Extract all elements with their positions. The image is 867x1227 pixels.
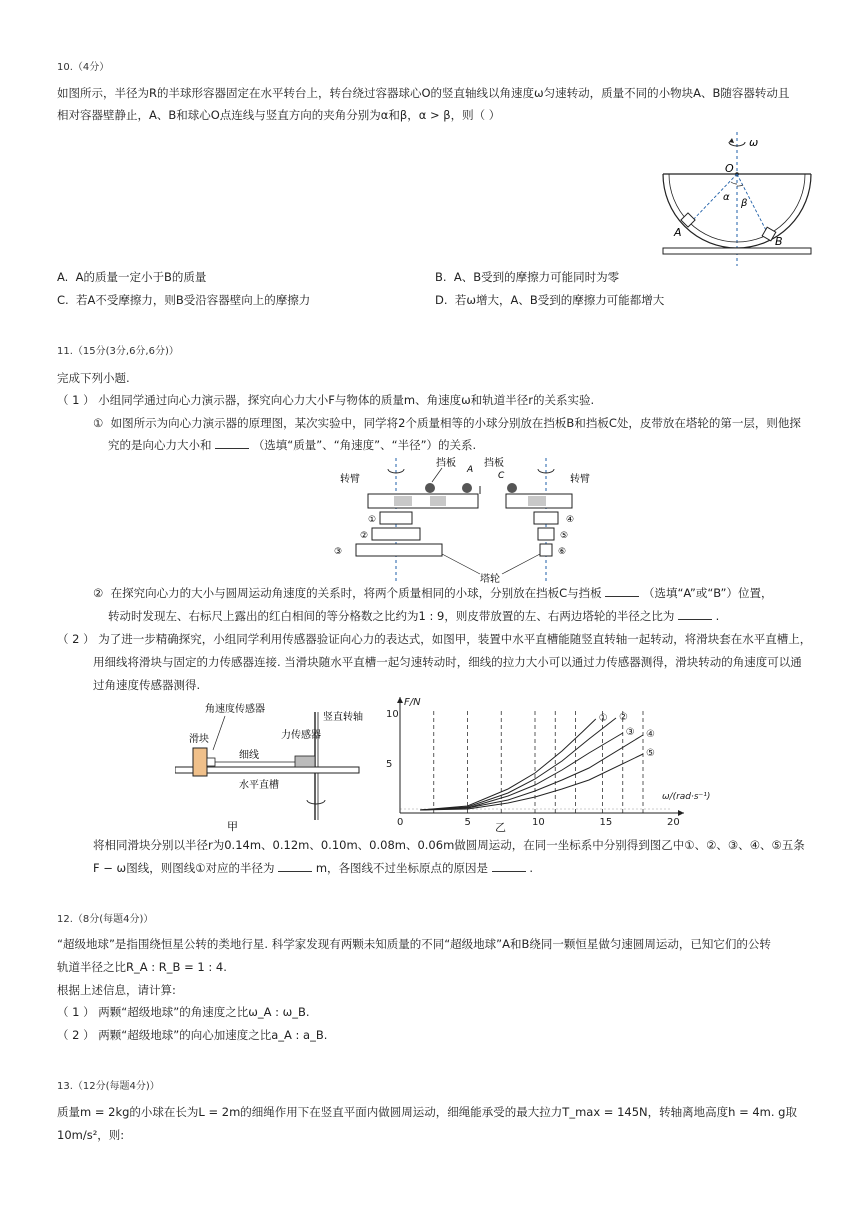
part-text: 为了进一步精确探究，小组同学利用传感器验证向心力的表达式，如图甲，装置中水平直槽能随竖直转轴一起转动，将滑块套在水平直槽上， <box>98 632 812 646</box>
part-text: m，各图线不过坐标原点的原因是 <box>315 861 489 875</box>
option-key: C. <box>57 293 69 307</box>
q11-sensor-apparatus-figure <box>175 700 375 835</box>
q11-part2-line2: 用细线将滑块与固定的力传感器连接. 当滑块随水平直槽一起匀速转动时，细线的拉力大小可以通过力传感器测得，滑块转动的角速度可以通 <box>93 655 802 669</box>
series-label-2: ② <box>619 712 628 723</box>
q10-option-c[interactable] <box>57 292 310 308</box>
option-text: 若A不受摩擦力，则B受沿容器壁向上的摩擦力 <box>76 293 311 307</box>
tower-label: 塔轮 <box>480 574 500 585</box>
part-text: . <box>529 861 533 875</box>
part-number: （ 1 ） <box>57 393 95 407</box>
y-axis-label: F/N <box>404 697 421 708</box>
baffle-label: 挡板 <box>436 458 456 469</box>
C-tag: C <box>498 471 505 481</box>
ball-A <box>462 483 472 493</box>
sub-number: ② <box>93 586 104 600</box>
q12-part1 <box>57 1004 310 1020</box>
answer-blank-4[interactable] <box>278 861 312 872</box>
series-label-4: ④ <box>646 729 655 740</box>
angular-sensor-label: 角速度传感器 <box>205 704 265 715</box>
B-label: B <box>775 235 783 248</box>
level-1-tag: ① <box>368 515 377 525</box>
q12-stem-line3: 根据上述信息，请计算: <box>57 983 176 997</box>
left-arm-label: 转臂 <box>340 474 360 485</box>
y-axis-arrow-icon <box>397 697 403 703</box>
A-label: A <box>674 226 682 239</box>
q11-part1 <box>57 392 594 408</box>
sub-text: 究的是向心力大小和 <box>108 438 212 452</box>
omega-label: ω <box>749 136 759 149</box>
sub-text: 在探究向心力的大小与圆周运动角速度的关系时，将两个质量相同的小球，分别放在挡板C与挡板 <box>110 586 602 600</box>
series-label-1: ① <box>598 713 608 724</box>
part-text: 两颗“超级地球”的角速度之比ω_A : ω_B. <box>98 1005 310 1019</box>
ball-B <box>425 483 435 493</box>
q12-part2 <box>57 1027 327 1043</box>
vertical-axis-label: 竖直转轴 <box>323 712 363 723</box>
part-number: （ 1 ） <box>57 1005 95 1019</box>
chart-series <box>420 718 643 810</box>
option-text: 若ω增大，A、B受到的摩擦力可能都增大 <box>454 293 665 307</box>
rotation-arrow-icon <box>307 800 325 804</box>
level-4-tag: ④ <box>566 515 575 525</box>
x-tick-label: 20 <box>667 817 680 828</box>
sub-number: ① <box>93 416 104 430</box>
series-label-3: ③ <box>625 727 635 738</box>
answer-blank-5[interactable] <box>492 861 526 872</box>
q11-sub1-line1 <box>93 415 801 431</box>
answer-blank-3[interactable] <box>678 609 712 620</box>
center-O-label: O <box>725 162 734 175</box>
ball-C <box>507 483 517 493</box>
option-key: B. <box>435 270 447 284</box>
figure-caption-yi: 乙 <box>495 821 506 834</box>
part-number: （ 2 ） <box>57 632 95 646</box>
x-axis-label: ω/(rad·s⁻¹) <box>662 792 711 802</box>
option-key: D. <box>435 293 448 307</box>
x-axis-arrow-icon <box>678 810 684 816</box>
q12-stem-line2: 轨道半径之比R_A : R_B = 1 : 4. <box>57 960 227 974</box>
groove-label: 水平直槽 <box>239 780 279 791</box>
q11-sub1-line2 <box>108 437 476 453</box>
part-text: F − ω图线，则图线①对应的半径为 <box>93 861 275 875</box>
slider <box>193 748 207 776</box>
q11-demonstrator-figure <box>330 456 610 586</box>
sub-text: （选填“A”或“B”）位置， <box>642 586 773 600</box>
y-tick-label: 5 <box>386 759 393 770</box>
part-text: 两颗“超级地球”的向心加速度之比a_A : a_B. <box>98 1028 328 1042</box>
series-line-5 <box>420 754 643 810</box>
q10-option-a[interactable] <box>57 269 206 285</box>
sub-text: 转动时发现左、右标尺上露出的红白相间的等分格数之比约为1 : 9，则皮带放置的左、右两边塔轮的半径之比为 <box>108 609 675 623</box>
part-text: 小组同学通过向心力演示器，探究向心力大小F与物体的质量m、角速度ω和轨道半径r的关系实验. <box>98 393 595 407</box>
left-arm <box>368 494 478 508</box>
option-key: A. <box>57 270 69 284</box>
series-line-3 <box>420 733 623 810</box>
answer-blank-1[interactable] <box>215 438 249 449</box>
sub-text: 如图所示为向心力演示器的原理图，某次实验中，同学将2个质量相等的小球分别放在挡板B和挡板C处，皮带放在塔轮的第一层，则他探 <box>110 416 801 430</box>
baffle-label-2: 挡板 <box>484 458 504 469</box>
q12-header: 12.（8分(每题4分)） <box>57 914 154 925</box>
answer-blank-2[interactable] <box>605 586 639 597</box>
q13-header: 13.（12分(每题4分)） <box>57 1081 160 1092</box>
turntable <box>663 248 811 254</box>
q11-part2-line3: 过角速度传感器测得. <box>93 678 201 692</box>
q11-part2-line4: 将相同滑块分别以半径r为0.14m、0.12m、0.10m、0.08m、0.06m做圆周运动，在同一坐标系中分别得到图乙中①、②、③、④、⑤五条 <box>93 838 805 852</box>
series-label-5: ⑤ <box>646 748 655 759</box>
q11-sub2-line1 <box>93 585 773 601</box>
string-label: 细线 <box>239 750 259 761</box>
force-sensor-label: 力传感器 <box>281 730 321 741</box>
level-6-tag: ⑥ <box>558 547 567 557</box>
q13-stem-line1: 质量m = 2kg的小球在长为L = 2m的细绳作用下在竖直平面内做圆周运动，细绳能承受的最大拉力T_max = 145N，转轴离地高度h = 4m. g取 <box>57 1105 797 1119</box>
q11-intro: 完成下列小题. <box>57 371 130 385</box>
chart-axes <box>397 697 684 816</box>
level-3-tag: ③ <box>334 547 343 557</box>
q11-sub2-line2 <box>108 608 719 624</box>
level-5-tag: ⑤ <box>560 531 569 541</box>
force-sensor <box>295 756 315 767</box>
q10-stem-line1: 如图所示，半径为R的半球形容器固定在水平转台上，转台绕过容器球心O的竖直轴线以角速度ω匀速转动，质量不同的小物块A、B随容器转动且 <box>57 86 790 100</box>
q13-stem-line2: 10m/s²，则: <box>57 1128 125 1142</box>
q11-part2-line1 <box>57 631 811 647</box>
q12-stem-line1: “超级地球”是指围绕恒星公转的类地行星. 科学家发现有两颗未知质量的不同“超级地球”A和B绕同一颗恒星做匀速圆周运动，已知它们的公转 <box>57 937 771 951</box>
q11-part2-line5 <box>93 860 533 876</box>
x-tick-label: 10 <box>532 817 545 828</box>
series-line-4 <box>420 735 643 810</box>
q10-option-b[interactable] <box>435 269 619 285</box>
y-tick-label: 10 <box>386 709 399 720</box>
q10-stem-line2: 相对容器壁静止，A、B和球心O点连线与竖直方向的夹角分别为α和β，α > β，则（ ） <box>57 108 501 122</box>
q10-hemisphere-figure <box>655 128 815 268</box>
level-2-tag: ② <box>360 531 369 541</box>
figure-caption-jia: 甲 <box>227 820 238 833</box>
sub-text: （选填“质量”、“角速度”、“半径”）的关系. <box>252 438 477 452</box>
q11-header: 11.（15分(3分,6分,6分)） <box>57 346 179 357</box>
x-tick-label: 0 <box>397 817 404 828</box>
alpha-label: α <box>723 192 730 203</box>
beta-label: β <box>741 198 748 209</box>
f-omega-chart <box>380 695 730 835</box>
part-number: （ 2 ） <box>57 1028 95 1042</box>
x-tick-label: 5 <box>464 817 471 828</box>
right-arm-label: 转臂 <box>570 474 590 485</box>
x-tick-label: 15 <box>599 817 613 828</box>
option-text: A、B受到的摩擦力可能同时为零 <box>453 270 620 284</box>
A-tag: A <box>467 465 474 475</box>
slider-label: 滑块 <box>189 734 209 745</box>
q10-header: 10.（4分） <box>57 62 110 73</box>
q10-option-d[interactable] <box>435 292 664 308</box>
option-text: A的质量一定小于B的质量 <box>75 270 207 284</box>
sub-text: . <box>715 609 720 623</box>
